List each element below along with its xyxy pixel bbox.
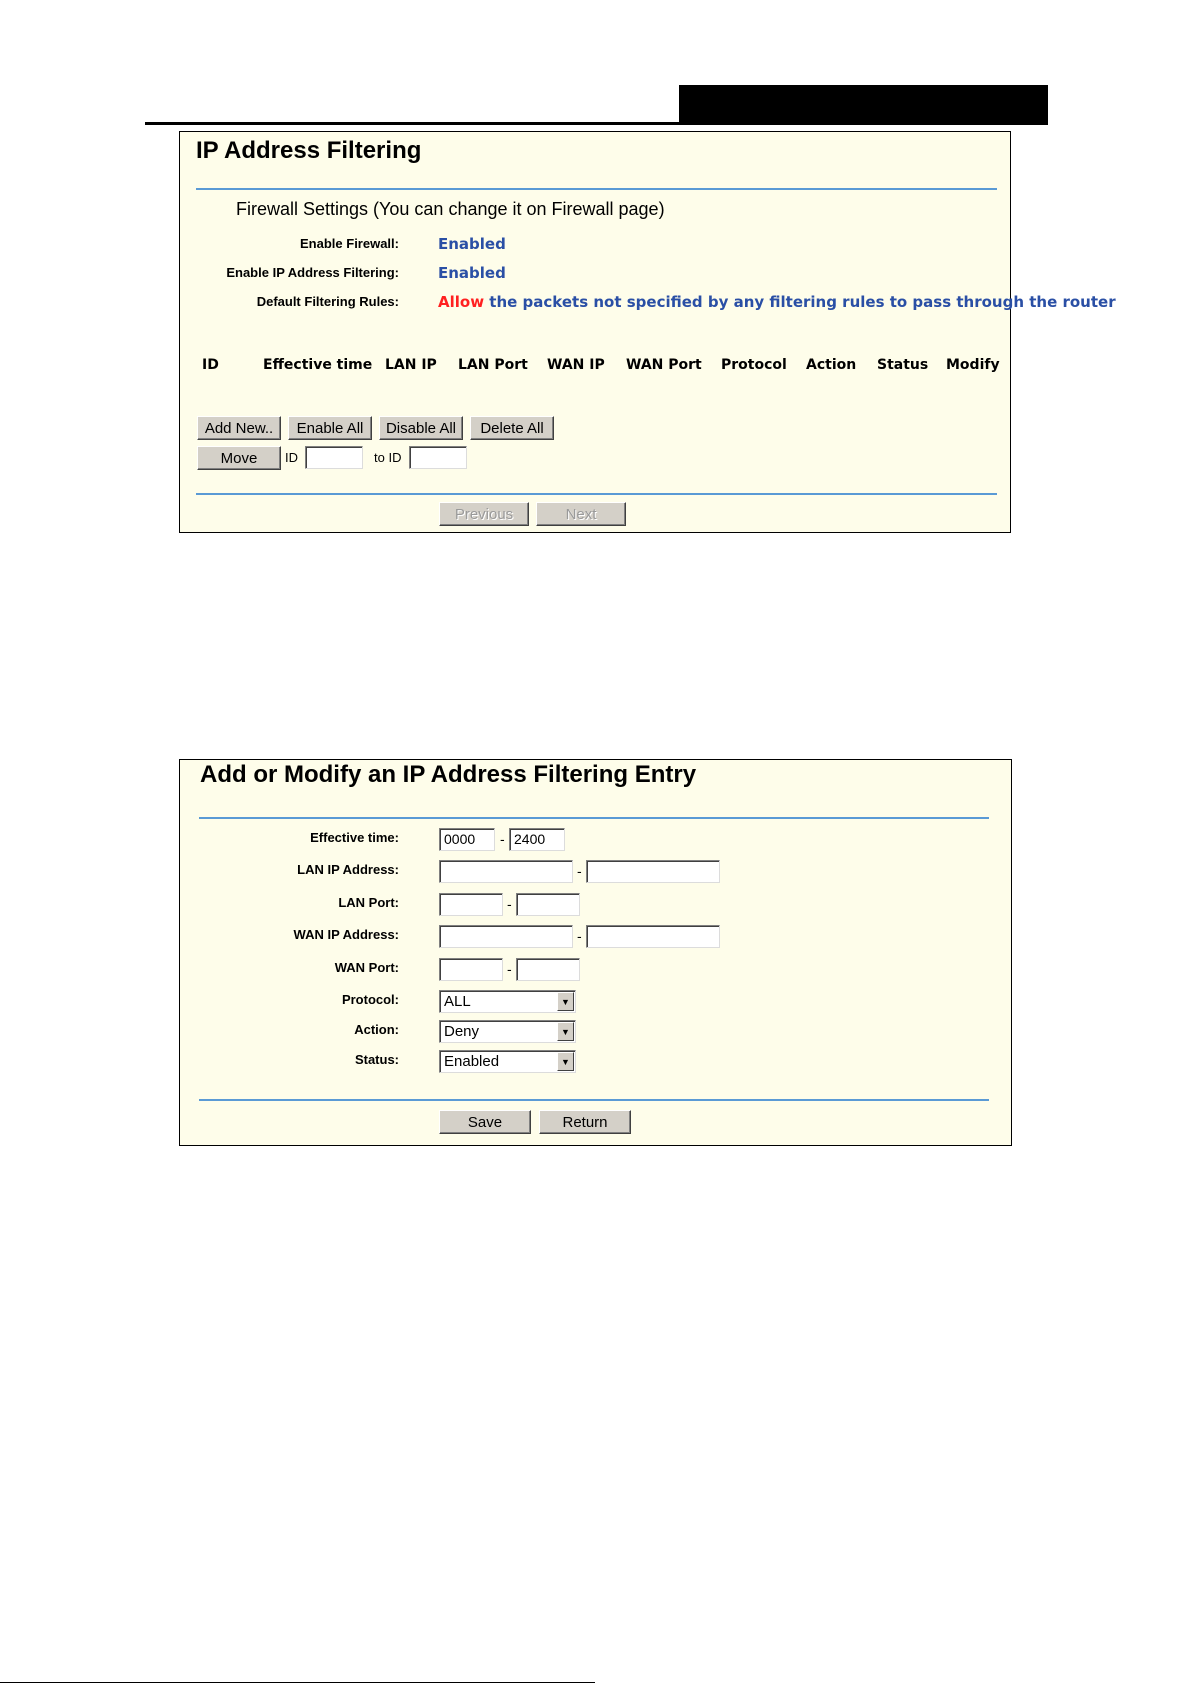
disable-all-button[interactable]: Disable All [379,416,463,440]
column-header-lan-ip: LAN IP [385,357,437,373]
effective-time-end-input[interactable]: 2400 [509,828,565,851]
lan-port-end-input[interactable] [516,893,580,916]
move-button[interactable]: Move [197,446,281,470]
chevron-down-icon[interactable]: ▼ [557,1052,574,1071]
column-header-effective-time: Effective time [263,357,373,373]
move-id-input[interactable] [305,446,363,469]
wan-ip-start-input[interactable] [439,925,573,948]
enable-firewall-value: Enabled [438,235,506,253]
next-button[interactable]: Next [536,502,626,526]
delete-all-button[interactable]: Delete All [470,416,554,440]
chevron-down-icon[interactable]: ▼ [557,1022,574,1041]
chevron-down-icon[interactable]: ▼ [557,992,574,1011]
entry-divider-bottom [199,1099,989,1101]
add-new-button[interactable]: Add New.. [197,416,281,440]
lan-ip-separator: - [577,863,582,879]
effective-time-label: Effective time: [310,830,399,845]
move-to-id-label: to ID [374,450,402,465]
page-title: IP Address Filtering [196,137,422,164]
entry-divider-top [199,817,989,819]
wan-port-start-input[interactable] [439,958,503,981]
action-label: Action: [354,1022,399,1037]
column-header-id: ID [202,357,219,373]
lan-port-label: LAN Port: [338,895,399,910]
add-modify-entry-panel [179,759,1012,1146]
move-to-id-input[interactable] [409,446,467,469]
wan-port-separator: - [507,961,512,977]
column-header-wan-port: WAN Port [626,357,702,373]
entry-title: Add or Modify an IP Address Filtering Entry [200,761,697,788]
status-label: Status: [354,1052,399,1067]
document-header-block [679,85,1048,125]
status-select[interactable] [439,1050,576,1073]
enable-firewall-label: Enable Firewall: [300,236,399,251]
wan-ip-end-input[interactable] [586,925,720,948]
default-rules-text: the packets not specified by any filtering rules to pass through the router [489,293,1116,311]
lan-port-start-input[interactable] [439,893,503,916]
enable-ip-filtering-value: Enabled [438,264,506,282]
lan-ip-label: LAN IP Address: [297,862,399,877]
divider-bottom [196,493,997,495]
default-rules-label: Default Filtering Rules: [256,294,399,309]
document-header-rule [145,122,1048,125]
wan-port-label: WAN Port: [334,960,399,975]
wan-port-end-input[interactable] [516,958,580,981]
column-header-protocol: Protocol [721,357,787,373]
firewall-settings-heading: Firewall Settings (You can change it on Firewall page) [236,199,665,219]
column-header-modify: Modify [946,357,1000,373]
return-button[interactable]: Return [539,1110,631,1134]
divider-top [196,188,997,190]
effective-time-start-input[interactable]: 0000 [439,828,495,851]
ip-filtering-panel [179,131,1116,533]
column-header-status: Status [877,357,929,373]
enable-all-button[interactable]: Enable All [288,416,372,440]
move-id-label: ID [285,450,298,465]
action-select[interactable] [439,1020,576,1043]
status-selected-value: Enabled [444,1053,500,1070]
document-footer-rule [0,1682,595,1683]
action-selected-value: Deny [444,1023,480,1040]
protocol-selected-value: ALL [444,993,471,1010]
protocol-label: Protocol: [341,992,399,1007]
column-header-action: Action [806,357,857,373]
enable-ip-filtering-label: Enable IP Address Filtering: [226,265,399,280]
previous-button[interactable]: Previous [439,502,529,526]
lan-port-separator: - [507,896,512,912]
column-header-lan-port: LAN Port [458,357,528,373]
protocol-select[interactable] [439,990,576,1013]
column-header-wan-ip: WAN IP [547,357,605,373]
default-rules-value [438,293,1116,311]
effective-time-separator: - [500,831,505,847]
default-rules-allow: Allow [438,293,485,311]
lan-ip-start-input[interactable] [439,860,573,883]
wan-ip-label: WAN IP Address: [293,927,399,942]
save-button[interactable]: Save [439,1110,531,1134]
wan-ip-separator: - [577,928,582,944]
lan-ip-end-input[interactable] [586,860,720,883]
